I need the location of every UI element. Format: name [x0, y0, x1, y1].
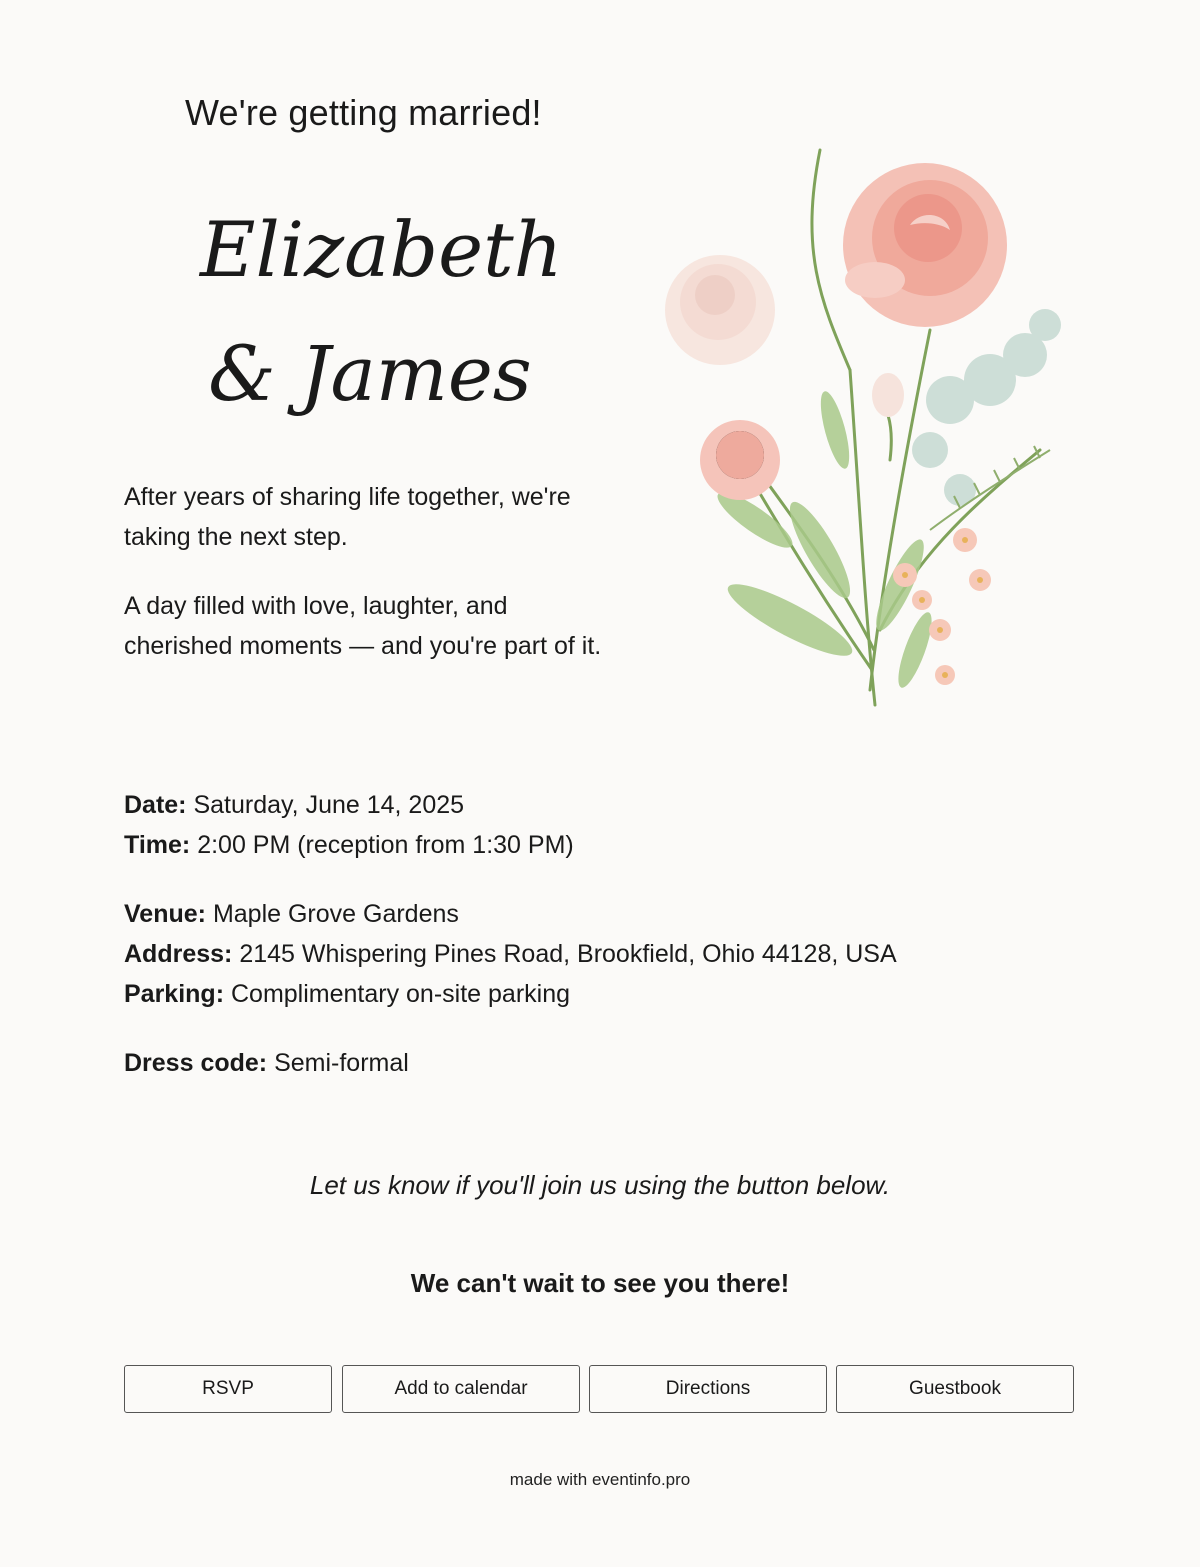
date-value: Saturday, June 14, 2025	[193, 791, 465, 819]
bride-name: Elizabeth	[200, 205, 563, 294]
address-label: Address:	[124, 940, 233, 968]
add-to-calendar-button[interactable]: Add to calendar	[342, 1365, 580, 1413]
venue-group	[124, 894, 897, 1014]
dress-code-label: Dress code:	[124, 1049, 268, 1077]
rsvp-note: Let us know if you'll join us using the button below.	[309, 1170, 891, 1200]
address-row	[124, 934, 897, 974]
parking-label: Parking:	[124, 980, 225, 1008]
dress-code-row	[124, 1043, 409, 1083]
message-paragraph-1: After years of sharing life together, we're taking the next step.	[124, 483, 571, 551]
floral-bouquet-illustration	[660, 130, 1080, 720]
footer-credit[interactable]: made with eventinfo.pro	[509, 1470, 691, 1489]
time-value: 2:00 PM (reception from 1:30 PM)	[197, 831, 574, 859]
time-label: Time:	[124, 831, 191, 859]
intro-heading: We're getting married!	[185, 92, 542, 133]
couple-names	[200, 188, 563, 436]
closing-message: We can't wait to see you there!	[410, 1268, 790, 1298]
time-row	[124, 825, 574, 865]
parking-value: Complimentary on-site parking	[230, 980, 571, 1008]
venue-label: Venue:	[124, 900, 206, 928]
message-paragraph-2: A day filled with love, laughter, and cherished moments — and you're part of it.	[124, 592, 602, 660]
date-time-group	[124, 785, 574, 865]
directions-button[interactable]: Directions	[589, 1365, 827, 1413]
dress-code-value: Semi-formal	[274, 1049, 409, 1077]
venue-row	[124, 894, 897, 934]
parking-row	[124, 974, 897, 1014]
guestbook-button[interactable]: Guestbook	[836, 1365, 1074, 1413]
dress-code-group	[124, 1043, 409, 1083]
address-value: 2145 Whispering Pines Road, Brookfield, Ohio 44128, USA	[239, 940, 897, 968]
rsvp-button[interactable]: RSVP	[124, 1365, 332, 1413]
groom-name: & James	[208, 329, 532, 418]
date-label: Date:	[124, 791, 187, 819]
venue-value: Maple Grove Gardens	[212, 900, 459, 928]
date-row	[124, 785, 574, 825]
